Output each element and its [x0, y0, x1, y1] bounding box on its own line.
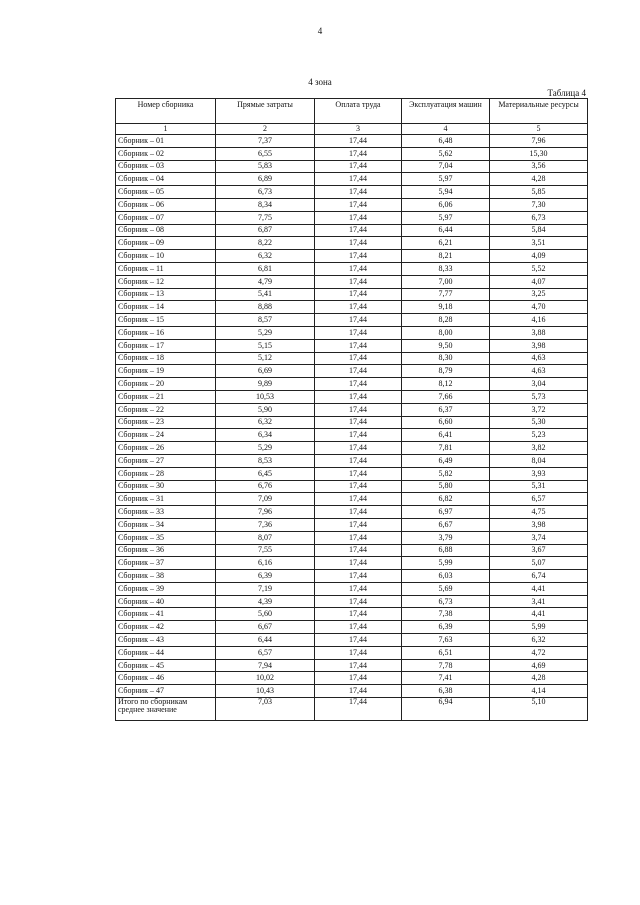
table-row [116, 314, 588, 327]
labor-pay-cell: 17,44 [315, 582, 402, 595]
material-resources-cell: 3,56 [490, 160, 588, 173]
machine-operation-cell: 6,48 [402, 135, 490, 148]
labor-pay-cell: 17,44 [315, 659, 402, 672]
labor-pay-cell: 17,44 [315, 326, 402, 339]
collection-name-cell: Сборник – 21 [116, 390, 216, 403]
direct-costs-cell: 8,34 [216, 198, 315, 211]
machine-operation-cell: 6,88 [402, 544, 490, 557]
collection-name-cell: Сборник – 27 [116, 454, 216, 467]
collection-name-cell: Сборник – 18 [116, 352, 216, 365]
collection-name-cell: Сборник – 35 [116, 531, 216, 544]
collection-name-cell: Сборник – 16 [116, 326, 216, 339]
table-row [116, 301, 588, 314]
table-row [116, 250, 588, 263]
column-number-row [116, 124, 588, 135]
material-resources-cell: 3,93 [490, 467, 588, 480]
table-row [116, 173, 588, 186]
table-row [116, 326, 588, 339]
table-row [116, 365, 588, 378]
machine-operation-cell: 7,78 [402, 659, 490, 672]
direct-costs-cell: 6,16 [216, 557, 315, 570]
direct-costs-cell: 5,12 [216, 352, 315, 365]
labor-pay-cell: 17,44 [315, 250, 402, 263]
material-resources-cell: 4,14 [490, 685, 588, 698]
labor-pay-cell: 17,44 [315, 608, 402, 621]
machine-operation-cell: 5,69 [402, 582, 490, 595]
machine-operation-cell: 5,99 [402, 557, 490, 570]
direct-costs-cell: 5,60 [216, 608, 315, 621]
table-row [116, 403, 588, 416]
material-resources-cell: 5,52 [490, 262, 588, 275]
column-number: 5 [490, 124, 588, 135]
collection-name-cell: Сборник – 22 [116, 403, 216, 416]
direct-costs-cell: 8,88 [216, 301, 315, 314]
labor-pay-cell: 17,44 [315, 672, 402, 685]
material-resources-cell: 4,63 [490, 352, 588, 365]
material-resources-cell: 5,85 [490, 186, 588, 199]
table-row [116, 621, 588, 634]
column-number: 1 [116, 124, 216, 135]
collection-name-cell: Сборник – 26 [116, 442, 216, 455]
table-row [116, 390, 588, 403]
collection-name-cell: Сборник – 41 [116, 608, 216, 621]
material-resources-cell: 5,07 [490, 557, 588, 570]
direct-costs-cell: 4,79 [216, 275, 315, 288]
machine-operation-cell: 5,62 [402, 147, 490, 160]
collection-name-cell: Сборник – 11 [116, 262, 216, 275]
collection-name-cell: Сборник – 34 [116, 518, 216, 531]
direct-costs-cell: 5,90 [216, 403, 315, 416]
material-resources-cell: 3,98 [490, 518, 588, 531]
labor-pay-cell: 17,44 [315, 378, 402, 391]
machine-operation-cell: 3,79 [402, 531, 490, 544]
machine-operation-cell: 6,60 [402, 416, 490, 429]
material-resources-cell: 3,98 [490, 339, 588, 352]
labor-pay-cell: 17,44 [315, 442, 402, 455]
collection-name-cell: Сборник – 43 [116, 634, 216, 647]
labor-pay-cell: 17,44 [315, 173, 402, 186]
direct-costs-cell: 7,96 [216, 506, 315, 519]
machine-operation-cell: 5,80 [402, 480, 490, 493]
labor-pay-cell: 17,44 [315, 480, 402, 493]
direct-costs-cell: 9,89 [216, 378, 315, 391]
direct-costs-cell: 8,07 [216, 531, 315, 544]
direct-costs-cell: 10,43 [216, 685, 315, 698]
collection-name-cell: Сборник – 23 [116, 416, 216, 429]
table-row [116, 672, 588, 685]
material-resources-cell: 4,28 [490, 672, 588, 685]
machine-operation-cell: 8,79 [402, 365, 490, 378]
direct-costs-cell: 5,41 [216, 288, 315, 301]
labor-pay-cell: 17,44 [315, 352, 402, 365]
machine-operation-cell: 6,41 [402, 429, 490, 442]
direct-costs-cell: 10,53 [216, 390, 315, 403]
material-resources-cell: 3,41 [490, 595, 588, 608]
collection-name-cell: Сборник – 37 [116, 557, 216, 570]
material-resources-cell: 6,74 [490, 570, 588, 583]
table-row [116, 608, 588, 621]
collection-name-cell: Сборник – 30 [116, 480, 216, 493]
collection-name-cell: Сборник – 03 [116, 160, 216, 173]
direct-costs-cell: 7,75 [216, 211, 315, 224]
machine-operation-cell: 6,37 [402, 403, 490, 416]
material-resources-cell: 6,32 [490, 634, 588, 647]
collection-name-cell: Сборник – 14 [116, 301, 216, 314]
labor-pay-cell: 17,44 [315, 429, 402, 442]
machine-operation-cell: 6,97 [402, 506, 490, 519]
table-row [116, 275, 588, 288]
machine-operation-cell: 8,28 [402, 314, 490, 327]
page-number: 4 [317, 26, 323, 36]
labor-pay-cell: 17,44 [315, 467, 402, 480]
direct-costs-cell: 5,15 [216, 339, 315, 352]
direct-costs-cell: 4,39 [216, 595, 315, 608]
material-resources-cell: 4,07 [490, 275, 588, 288]
header-cell: Оплата труда [315, 99, 402, 124]
direct-costs-cell: 6,32 [216, 250, 315, 263]
column-number: 4 [402, 124, 490, 135]
column-number: 2 [216, 124, 315, 135]
header-cell: Прямые затраты [216, 99, 315, 124]
collection-name-cell: Сборник – 01 [116, 135, 216, 148]
collection-name-cell: Сборник – 04 [116, 173, 216, 186]
collection-name-cell: Сборник – 40 [116, 595, 216, 608]
machine-operation-cell: 8,30 [402, 352, 490, 365]
table-row [116, 339, 588, 352]
total-direct-costs-cell: 7,03 [216, 698, 315, 721]
machine-operation-cell: 6,44 [402, 224, 490, 237]
labor-pay-cell: 17,44 [315, 275, 402, 288]
machine-operation-cell: 8,21 [402, 250, 490, 263]
total-row [116, 698, 588, 721]
table-row [116, 288, 588, 301]
labor-pay-cell: 17,44 [315, 224, 402, 237]
labor-pay-cell: 17,44 [315, 685, 402, 698]
material-resources-cell: 4,69 [490, 659, 588, 672]
collection-name-cell: Сборник – 24 [116, 429, 216, 442]
direct-costs-cell: 10,02 [216, 672, 315, 685]
labor-pay-cell: 17,44 [315, 518, 402, 531]
machine-operation-cell: 6,73 [402, 595, 490, 608]
table-row [116, 467, 588, 480]
table-row [116, 237, 588, 250]
material-resources-cell: 4,16 [490, 314, 588, 327]
labor-pay-cell: 17,44 [315, 544, 402, 557]
machine-operation-cell: 5,97 [402, 173, 490, 186]
machine-operation-cell: 5,97 [402, 211, 490, 224]
machine-operation-cell: 6,21 [402, 237, 490, 250]
labor-pay-cell: 17,44 [315, 160, 402, 173]
machine-operation-cell: 6,03 [402, 570, 490, 583]
machine-operation-cell: 6,82 [402, 493, 490, 506]
machine-operation-cell: 7,66 [402, 390, 490, 403]
machine-operation-cell: 8,33 [402, 262, 490, 275]
collection-name-cell: Сборник – 08 [116, 224, 216, 237]
machine-operation-cell: 6,06 [402, 198, 490, 211]
material-resources-cell: 15,30 [490, 147, 588, 160]
direct-costs-cell: 6,69 [216, 365, 315, 378]
direct-costs-cell: 7,36 [216, 518, 315, 531]
labor-pay-cell: 17,44 [315, 237, 402, 250]
labor-pay-cell: 17,44 [315, 186, 402, 199]
table-row [116, 211, 588, 224]
collection-name-cell: Сборник – 02 [116, 147, 216, 160]
material-resources-cell: 5,99 [490, 621, 588, 634]
header-cell: Номер сборника [116, 99, 216, 124]
material-resources-cell: 4,72 [490, 646, 588, 659]
direct-costs-cell: 6,57 [216, 646, 315, 659]
material-resources-cell: 3,74 [490, 531, 588, 544]
table-row [116, 147, 588, 160]
total-machine-operation-cell: 6,94 [402, 698, 490, 721]
material-resources-cell: 4,41 [490, 608, 588, 621]
labor-pay-cell: 17,44 [315, 288, 402, 301]
labor-pay-cell: 17,44 [315, 147, 402, 160]
material-resources-cell: 5,73 [490, 390, 588, 403]
direct-costs-cell: 8,57 [216, 314, 315, 327]
collection-name-cell: Сборник – 28 [116, 467, 216, 480]
collection-name-cell: Сборник – 12 [116, 275, 216, 288]
machine-operation-cell: 7,81 [402, 442, 490, 455]
collection-name-cell: Сборник – 15 [116, 314, 216, 327]
table-row [116, 506, 588, 519]
machine-operation-cell: 5,82 [402, 467, 490, 480]
table-row [116, 531, 588, 544]
total-labor-pay-cell: 17,44 [315, 698, 402, 721]
direct-costs-cell: 7,19 [216, 582, 315, 595]
machine-operation-cell: 6,67 [402, 518, 490, 531]
direct-costs-cell: 7,55 [216, 544, 315, 557]
machine-operation-cell: 5,94 [402, 186, 490, 199]
collection-name-cell: Сборник – 17 [116, 339, 216, 352]
material-resources-cell: 3,72 [490, 403, 588, 416]
table-row [116, 582, 588, 595]
material-resources-cell: 5,84 [490, 224, 588, 237]
material-resources-cell: 6,73 [490, 211, 588, 224]
machine-operation-cell: 7,04 [402, 160, 490, 173]
table-label: Таблица 4 [547, 88, 586, 98]
labor-pay-cell: 17,44 [315, 314, 402, 327]
collection-name-cell: Сборник – 39 [116, 582, 216, 595]
machine-operation-cell: 7,41 [402, 672, 490, 685]
material-resources-cell: 5,23 [490, 429, 588, 442]
table-row [116, 685, 588, 698]
collection-name-cell: Сборник – 38 [116, 570, 216, 583]
direct-costs-cell: 8,22 [216, 237, 315, 250]
collection-name-cell: Сборник – 31 [116, 493, 216, 506]
machine-operation-cell: 8,00 [402, 326, 490, 339]
material-resources-cell: 3,25 [490, 288, 588, 301]
table-row [116, 544, 588, 557]
direct-costs-cell: 6,89 [216, 173, 315, 186]
material-resources-cell: 3,82 [490, 442, 588, 455]
material-resources-cell: 6,57 [490, 493, 588, 506]
machine-operation-cell: 6,51 [402, 646, 490, 659]
column-number: 3 [315, 124, 402, 135]
direct-costs-cell: 5,29 [216, 326, 315, 339]
table-row [116, 493, 588, 506]
material-resources-cell: 7,96 [490, 135, 588, 148]
material-resources-cell: 5,30 [490, 416, 588, 429]
direct-costs-cell: 6,76 [216, 480, 315, 493]
data-table [115, 98, 588, 721]
table-row [116, 634, 588, 647]
table-row [116, 442, 588, 455]
header-row [116, 99, 588, 124]
material-resources-cell: 8,04 [490, 454, 588, 467]
collection-name-cell: Сборник – 13 [116, 288, 216, 301]
collection-name-cell: Сборник – 10 [116, 250, 216, 263]
table-row [116, 224, 588, 237]
labor-pay-cell: 17,44 [315, 570, 402, 583]
collection-name-cell: Сборник – 47 [116, 685, 216, 698]
table-row [116, 262, 588, 275]
collection-name-cell: Сборник – 33 [116, 506, 216, 519]
labor-pay-cell: 17,44 [315, 493, 402, 506]
labor-pay-cell: 17,44 [315, 339, 402, 352]
labor-pay-cell: 17,44 [315, 390, 402, 403]
labor-pay-cell: 17,44 [315, 301, 402, 314]
machine-operation-cell: 7,77 [402, 288, 490, 301]
machine-operation-cell: 7,38 [402, 608, 490, 621]
direct-costs-cell: 8,53 [216, 454, 315, 467]
machine-operation-cell: 6,49 [402, 454, 490, 467]
table-row [116, 570, 588, 583]
machine-operation-cell: 6,38 [402, 685, 490, 698]
machine-operation-cell: 7,63 [402, 634, 490, 647]
collection-name-cell: Сборник – 36 [116, 544, 216, 557]
material-resources-cell: 3,51 [490, 237, 588, 250]
material-resources-cell: 3,04 [490, 378, 588, 391]
labor-pay-cell: 17,44 [315, 454, 402, 467]
collection-name-cell: Сборник – 06 [116, 198, 216, 211]
direct-costs-cell: 6,32 [216, 416, 315, 429]
direct-costs-cell: 6,45 [216, 467, 315, 480]
header-cell: Эксплуатация машин [402, 99, 490, 124]
direct-costs-cell: 5,83 [216, 160, 315, 173]
material-resources-cell: 7,30 [490, 198, 588, 211]
direct-costs-cell: 6,87 [216, 224, 315, 237]
labor-pay-cell: 17,44 [315, 211, 402, 224]
material-resources-cell: 4,09 [490, 250, 588, 263]
labor-pay-cell: 17,44 [315, 557, 402, 570]
material-resources-cell: 4,75 [490, 506, 588, 519]
collection-name-cell: Сборник – 46 [116, 672, 216, 685]
table-row [116, 378, 588, 391]
direct-costs-cell: 6,81 [216, 262, 315, 275]
collection-name-cell: Сборник – 45 [116, 659, 216, 672]
table-row [116, 646, 588, 659]
total-material-resources-cell: 5,10 [490, 698, 588, 721]
direct-costs-cell: 6,73 [216, 186, 315, 199]
direct-costs-cell: 6,67 [216, 621, 315, 634]
table-row [116, 429, 588, 442]
table-row [116, 659, 588, 672]
machine-operation-cell: 7,00 [402, 275, 490, 288]
machine-operation-cell: 9,50 [402, 339, 490, 352]
direct-costs-cell: 6,44 [216, 634, 315, 647]
table-row [116, 352, 588, 365]
collection-name-cell: Сборник – 20 [116, 378, 216, 391]
table-row [116, 518, 588, 531]
labor-pay-cell: 17,44 [315, 262, 402, 275]
material-resources-cell: 4,41 [490, 582, 588, 595]
table-row [116, 186, 588, 199]
labor-pay-cell: 17,44 [315, 506, 402, 519]
direct-costs-cell: 7,37 [216, 135, 315, 148]
table-row [116, 480, 588, 493]
material-resources-cell: 4,28 [490, 173, 588, 186]
machine-operation-cell: 6,39 [402, 621, 490, 634]
material-resources-cell: 3,88 [490, 326, 588, 339]
labor-pay-cell: 17,44 [315, 416, 402, 429]
labor-pay-cell: 17,44 [315, 646, 402, 659]
direct-costs-cell: 5,29 [216, 442, 315, 455]
direct-costs-cell: 7,09 [216, 493, 315, 506]
table-row [116, 595, 588, 608]
labor-pay-cell: 17,44 [315, 595, 402, 608]
collection-name-cell: Сборник – 09 [116, 237, 216, 250]
material-resources-cell: 4,63 [490, 365, 588, 378]
collection-name-cell: Сборник – 05 [116, 186, 216, 199]
collection-name-cell: Сборник – 44 [116, 646, 216, 659]
labor-pay-cell: 17,44 [315, 634, 402, 647]
zone-title: 4 зона [308, 77, 332, 87]
labor-pay-cell: 17,44 [315, 531, 402, 544]
table-row [116, 557, 588, 570]
direct-costs-cell: 6,34 [216, 429, 315, 442]
direct-costs-cell: 7,94 [216, 659, 315, 672]
direct-costs-cell: 6,55 [216, 147, 315, 160]
table-row [116, 454, 588, 467]
collection-name-cell: Сборник – 07 [116, 211, 216, 224]
labor-pay-cell: 17,44 [315, 403, 402, 416]
machine-operation-cell: 8,12 [402, 378, 490, 391]
labor-pay-cell: 17,44 [315, 198, 402, 211]
table-row [116, 198, 588, 211]
machine-operation-cell: 9,18 [402, 301, 490, 314]
table-row [116, 135, 588, 148]
material-resources-cell: 3,67 [490, 544, 588, 557]
labor-pay-cell: 17,44 [315, 135, 402, 148]
table-row [116, 416, 588, 429]
total-collection-name-cell: Итого по сборникам среднее значение [116, 698, 216, 721]
collection-name-cell: Сборник – 42 [116, 621, 216, 634]
labor-pay-cell: 17,44 [315, 365, 402, 378]
material-resources-cell: 4,70 [490, 301, 588, 314]
direct-costs-cell: 6,39 [216, 570, 315, 583]
header-cell: Материальные ресурсы [490, 99, 588, 124]
collection-name-cell: Сборник – 19 [116, 365, 216, 378]
labor-pay-cell: 17,44 [315, 621, 402, 634]
material-resources-cell: 5,31 [490, 480, 588, 493]
table-row [116, 160, 588, 173]
